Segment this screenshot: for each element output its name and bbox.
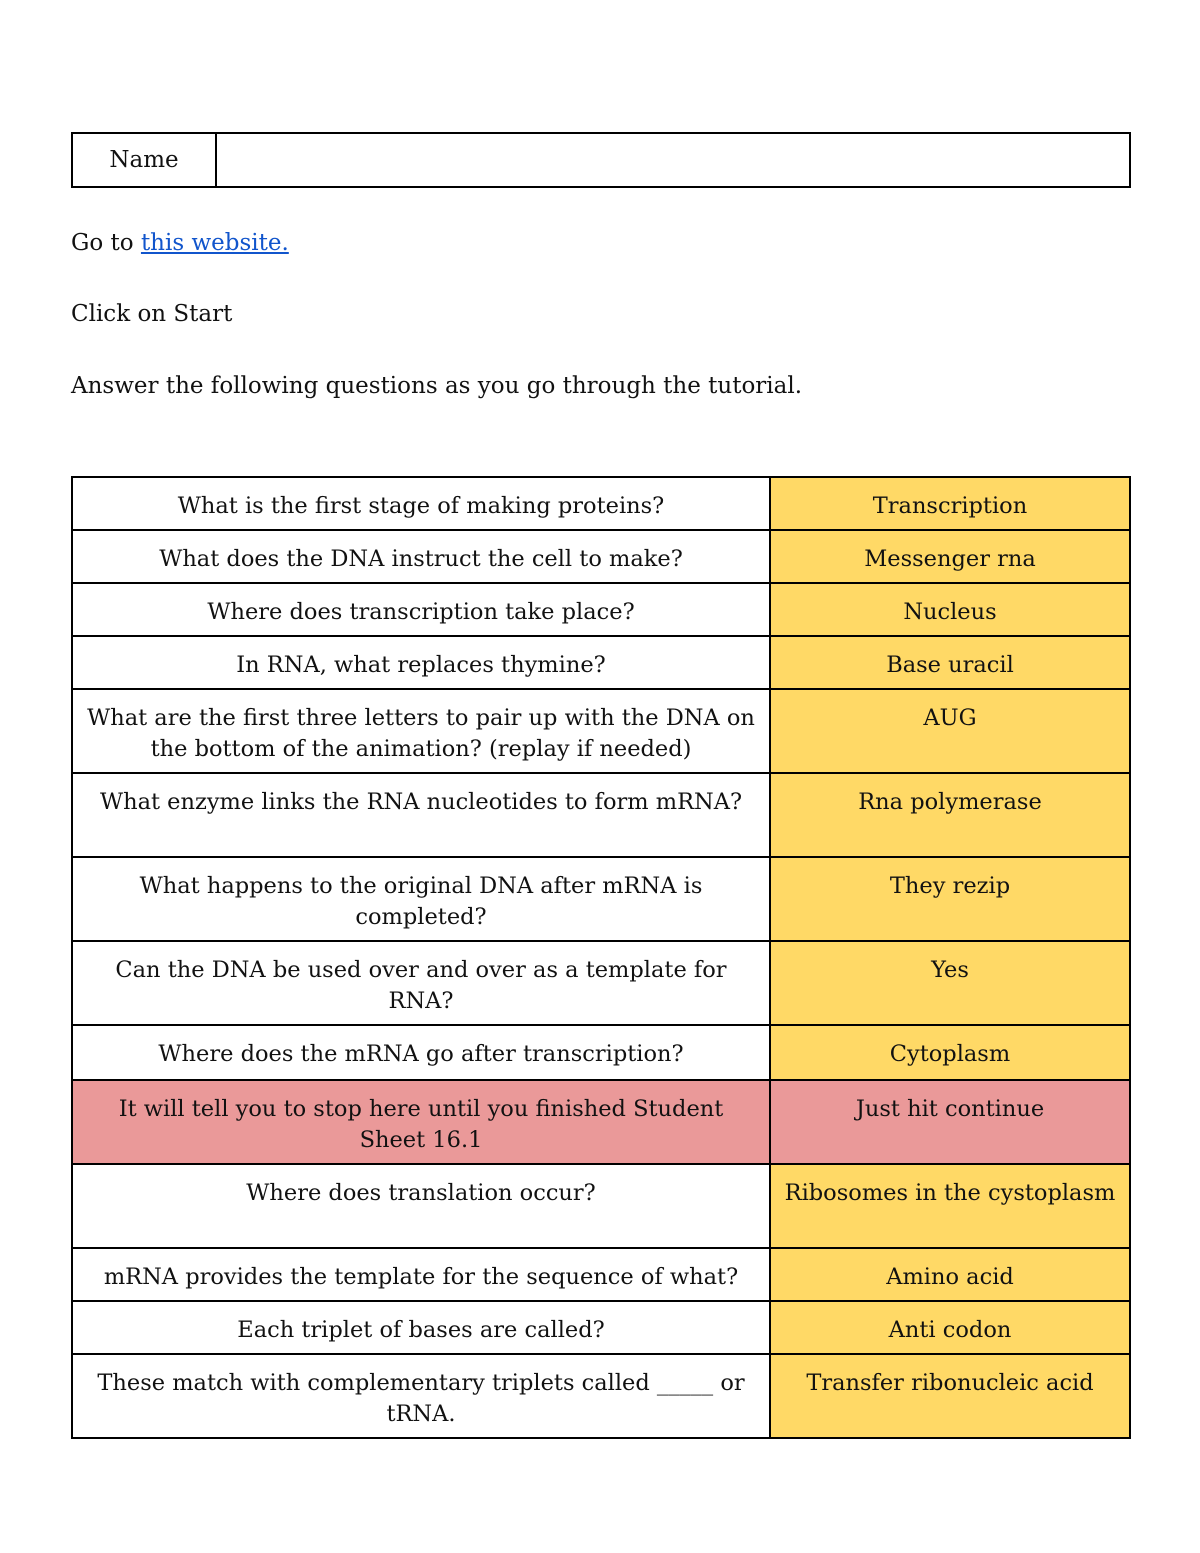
answer-cell[interactable]: Cytoplasm: [770, 1025, 1130, 1080]
table-row: [72, 857, 1130, 941]
answer-cell[interactable]: Ribosomes in the cystoplasm: [770, 1164, 1130, 1248]
question-cell: It will tell you to stop here until you finished Student Sheet 16.1: [72, 1080, 770, 1164]
table-row: [72, 941, 1130, 1025]
question-cell: What enzyme links the RNA nucleotides to form mRNA?: [72, 773, 770, 857]
question-cell: Can the DNA be used over and over as a template for RNA?: [72, 941, 770, 1025]
answer-instruction: Answer the following questions as you go through the tutorial.: [71, 373, 803, 399]
table-row: [72, 1301, 1130, 1354]
answer-cell[interactable]: They rezip: [770, 857, 1130, 941]
answer-cell[interactable]: Rna polymerase: [770, 773, 1130, 857]
answer-cell[interactable]: Transfer ribonucleic acid: [770, 1354, 1130, 1438]
question-cell: These match with complementary triplets called _____ or tRNA.: [72, 1354, 770, 1438]
table-row-warning: [72, 1080, 1130, 1164]
answer-cell[interactable]: Amino acid: [770, 1248, 1130, 1301]
table-row: [72, 1025, 1130, 1080]
table-row: [72, 583, 1130, 636]
website-link[interactable]: this website.: [140, 230, 289, 256]
table-row: [72, 1248, 1130, 1301]
table-row: [72, 773, 1130, 857]
question-cell: What happens to the original DNA after mRNA is completed?: [72, 857, 770, 941]
table-row: [72, 1164, 1130, 1248]
click-start-instruction: Click on Start: [71, 301, 233, 327]
question-cell: Each triplet of bases are called?: [72, 1301, 770, 1354]
question-cell: Where does the mRNA go after transcription?: [72, 1025, 770, 1080]
table-row: [72, 530, 1130, 583]
question-cell: Where does transcription take place?: [72, 583, 770, 636]
name-table: [71, 132, 1131, 188]
question-cell: What are the first three letters to pair up with the DNA on the bottom of the animation? (replay if needed): [72, 689, 770, 773]
question-cell: In RNA, what replaces thymine?: [72, 636, 770, 689]
answer-cell[interactable]: Nucleus: [770, 583, 1130, 636]
answer-cell[interactable]: AUG: [770, 689, 1130, 773]
table-row: [72, 1354, 1130, 1438]
answer-cell[interactable]: Anti codon: [770, 1301, 1130, 1354]
answer-cell[interactable]: Just hit continue: [770, 1080, 1130, 1164]
table-row: [72, 689, 1130, 773]
name-field[interactable]: [216, 133, 1130, 187]
answer-cell[interactable]: Transcription: [770, 477, 1130, 530]
question-cell: Where does translation occur?: [72, 1164, 770, 1248]
go-to-prefix: Go to: [71, 230, 141, 256]
question-table: [71, 476, 1131, 1439]
answer-cell[interactable]: Base uracil: [770, 636, 1130, 689]
table-row: [72, 636, 1130, 689]
name-label: Name: [72, 133, 216, 187]
go-to-line: [71, 229, 289, 257]
question-cell: mRNA provides the template for the sequence of what?: [72, 1248, 770, 1301]
question-cell: What is the first stage of making proteins?: [72, 477, 770, 530]
question-cell: What does the DNA instruct the cell to make?: [72, 530, 770, 583]
table-row: [72, 477, 1130, 530]
answer-cell[interactable]: Messenger rna: [770, 530, 1130, 583]
answer-cell[interactable]: Yes: [770, 941, 1130, 1025]
